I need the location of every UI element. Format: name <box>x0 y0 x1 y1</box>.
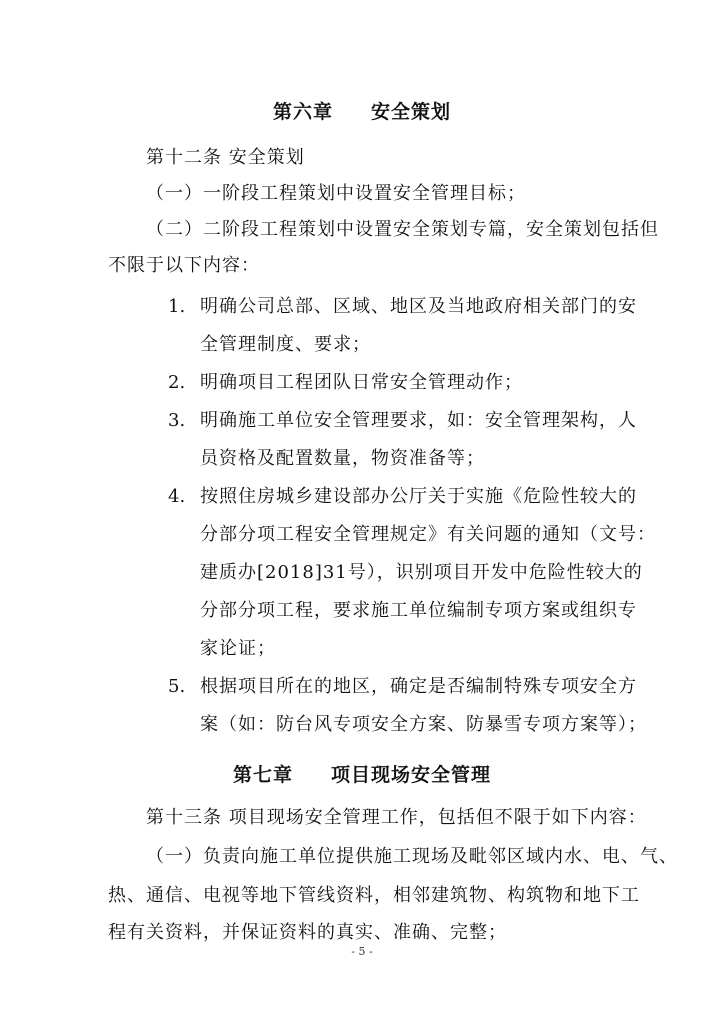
list-item-3-line1: 明确施工单位安全管理要求，如：安全管理架构，人 <box>200 410 637 431</box>
article12-item2-line1: （二）二阶段工程策划中设置安全策划专篇，安全策划包括但 <box>146 219 659 240</box>
article13-item1-line3: 程有关资料，并保证资料的真实、准确、完整； <box>108 922 507 943</box>
list-item-5-line2: 案（如：防台风专项安全方案、防暴雪专项方案等）； <box>200 714 647 735</box>
article12-item2-line2: 不限于以下内容： <box>108 255 260 276</box>
chapter6-title: 第六章 安全策划 <box>272 101 452 123</box>
article12-heading: 第十二条 安全策划 <box>146 147 305 168</box>
chapter7-title: 第七章 项目现场安全管理 <box>232 764 492 786</box>
list-item-4-line2: 分部分项工程安全管理规定》有关问题的通知（文号： <box>200 524 656 545</box>
list-item-number: 4. <box>168 486 186 507</box>
article13-heading: 第十三条 项目现场安全管理工作，包括但不限于如下内容： <box>146 807 647 828</box>
list-item-number: 1. <box>168 296 186 317</box>
list-item-5-line1: 根据项目所在的地区，确定是否编制特殊专项安全方 <box>200 676 637 697</box>
list-item-number: 3. <box>168 410 186 431</box>
article12-item1: （一）一阶段工程策划中设置安全管理目标； <box>146 183 526 204</box>
list-item-1-line1: 明确公司总部、区域、地区及当地政府相关部门的安 <box>200 296 637 317</box>
list-item-number: 2. <box>168 372 186 393</box>
list-item-number: 5. <box>168 676 186 697</box>
list-item-2-line1: 明确项目工程团队日常安全管理动作； <box>200 372 523 393</box>
list-item-1-line2: 全管理制度、要求； <box>200 334 371 355</box>
page-number: - 5 - <box>351 945 373 958</box>
list-item-3-line2: 员资格及配置数量，物资准备等； <box>200 448 485 469</box>
list-item-4-line4: 分部分项工程，要求施工单位编制专项方案或组织专 <box>200 600 637 621</box>
article13-item1-line1: （一）负责向施工单位提供施工现场及毗邻区域内水、电、气、 <box>146 846 678 867</box>
list-item-4-line3: 建质办[2018]31号），识别项目开发中危险性较大的 <box>200 562 643 583</box>
list-item-4-line1: 按照住房城乡建设部办公厅关于实施《危险性较大的 <box>200 486 637 507</box>
article13-item1-line2: 热、通信、电视等地下管线资料，相邻建筑物、构筑物和地下工 <box>108 885 640 906</box>
list-item-4-line5: 家论证； <box>200 638 276 659</box>
